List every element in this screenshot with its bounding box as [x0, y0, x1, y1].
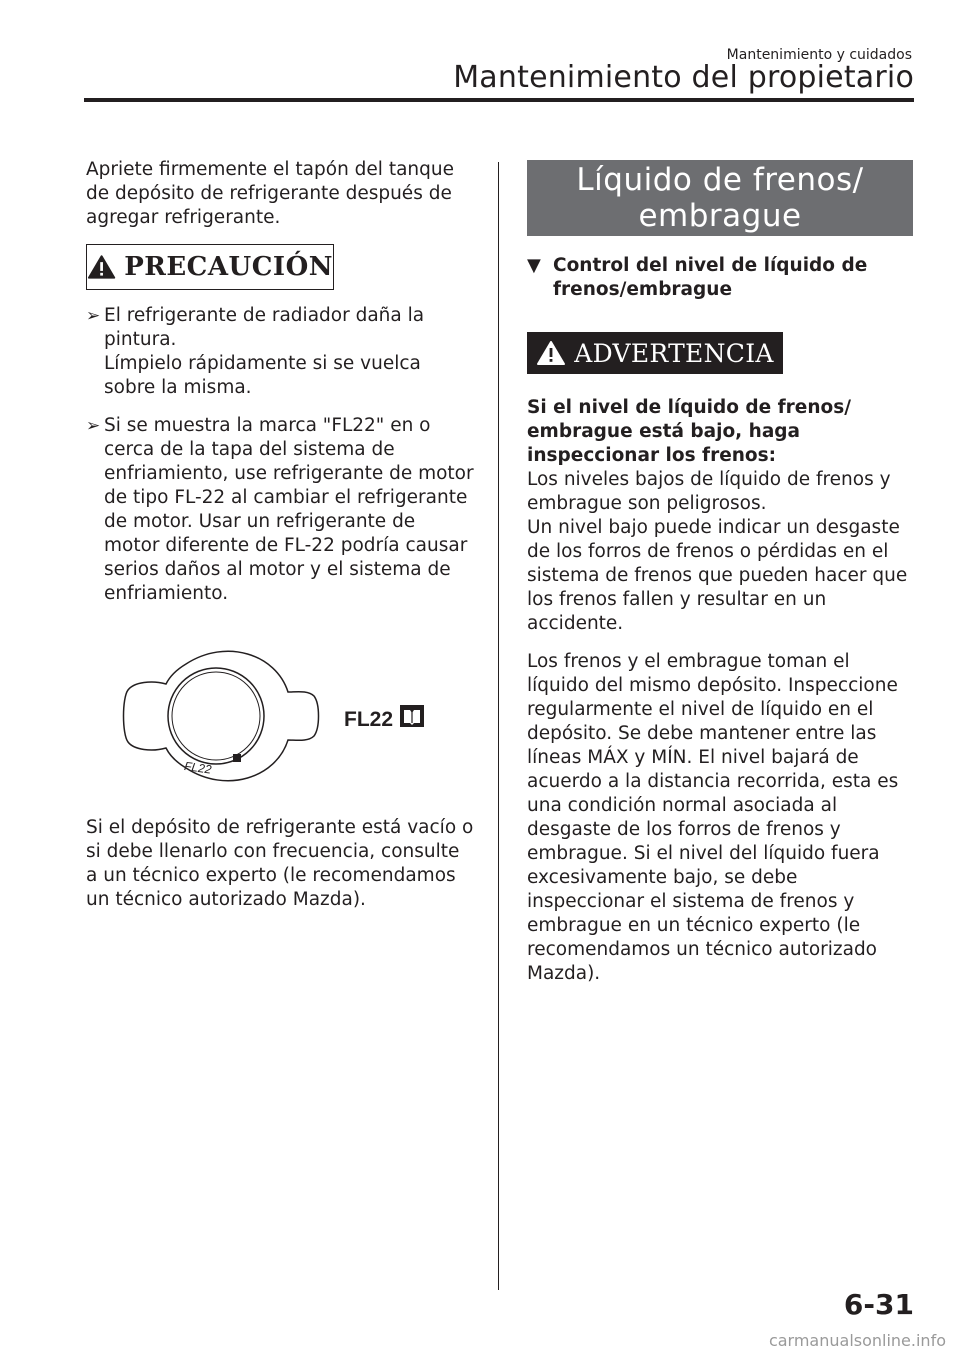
manual-book-icon: [400, 705, 424, 727]
triangle-down-icon: ▼: [527, 255, 541, 276]
section-title-line: Líquido de frenos/: [576, 162, 864, 198]
header-rule: [84, 98, 914, 102]
fl22-badge-label: FL22: [344, 708, 394, 731]
closing-paragraph: Si el depósito de refrigerante está vacío o si debe llenarlo con frecuencia, consulte a un técnico experto (le recomendamos un técnico autorizado Mazda).: [86, 817, 474, 910]
intro-paragraph: Apriete firmemente el tapón del tanque de depósito de refrigerante después de agregar refrigerante.: [86, 159, 454, 228]
bullet-text: Límpielo rápidamente si se vuelca sobre la misma.: [104, 353, 421, 398]
arrow-bullet-icon: ➢: [86, 416, 101, 436]
subsection-title: Control del nivel de líquido de frenos/embrague: [553, 255, 868, 300]
page-number: 6-31: [843, 1288, 914, 1321]
bullet-text: El refrigerante de radiador daña la pintura.: [104, 305, 425, 350]
left-column: [86, 158, 476, 912]
warning-body: Un nivel bajo puede indicar un desgaste de los forros de frenos o pérdidas en el sistema de frenos que pueden hacer que los frenos fallen y resultar en un accidente.: [527, 517, 908, 634]
subsection-heading: [527, 254, 917, 302]
watermark: carmanualsonline.info: [768, 1331, 946, 1350]
right-column: [527, 160, 917, 986]
body-paragraph: Los frenos y el embrague toman el líquido del mismo depósito. Inspeccione regularmente el nivel de líquido en el depósito. Se debe mantener entre las líneas MÁX y MÍN. El nivel bajará de acuerdo a la distancia recorrida, esta es una condición normal asociada al desgaste de los forros de frenos y embrague. Si el nivel del líquido fuera excesivamente bajo, se debe inspeccionar el sistema de frenos y embrague en un técnico experto (le recomendamos un técnico autorizado Mazda).: [527, 651, 899, 984]
warning-triangle-icon: [536, 340, 566, 366]
warning-heading: Si el nivel de líquido de frenos/ embrague está bajo, haga inspeccionar los frenos:: [527, 397, 851, 466]
section-title: [527, 160, 913, 236]
warning-banner: [527, 332, 783, 374]
radiator-cap-figure: [86, 646, 476, 796]
caution-box: [86, 244, 334, 290]
column-divider: [498, 162, 499, 1290]
header-section-title: Mantenimiento del propietario: [453, 60, 914, 95]
warning-label: ADVERTENCIA: [574, 338, 774, 368]
warning-triangle-icon: [87, 254, 116, 280]
radiator-cap-illustration: [86, 646, 476, 796]
caution-label: PRECAUCIÓN: [124, 252, 333, 282]
arrow-bullet-icon: ➢: [86, 306, 101, 326]
section-title-line: embrague: [638, 198, 802, 234]
warning-body: Los niveles bajos de líquido de frenos y embrague son peligrosos.: [527, 469, 891, 514]
caution-bullet: [86, 304, 476, 400]
cap-book-icon: [233, 754, 241, 762]
caution-bullet: [86, 414, 476, 606]
header-section-small: Mantenimiento y cuidados: [726, 47, 912, 63]
cap-stamp-label: FL22: [183, 759, 213, 777]
bullet-text: Si se muestra la marca "FL22" en o cerca de la tapa del sistema de enfriamiento, use refrigerante de motor de tipo FL-22 al cambiar el refrigerante de motor. Usar un refrigerante de motor diferente de FL-22 podría causar serios daños al motor y el sistema de enfriamiento.: [104, 415, 474, 604]
